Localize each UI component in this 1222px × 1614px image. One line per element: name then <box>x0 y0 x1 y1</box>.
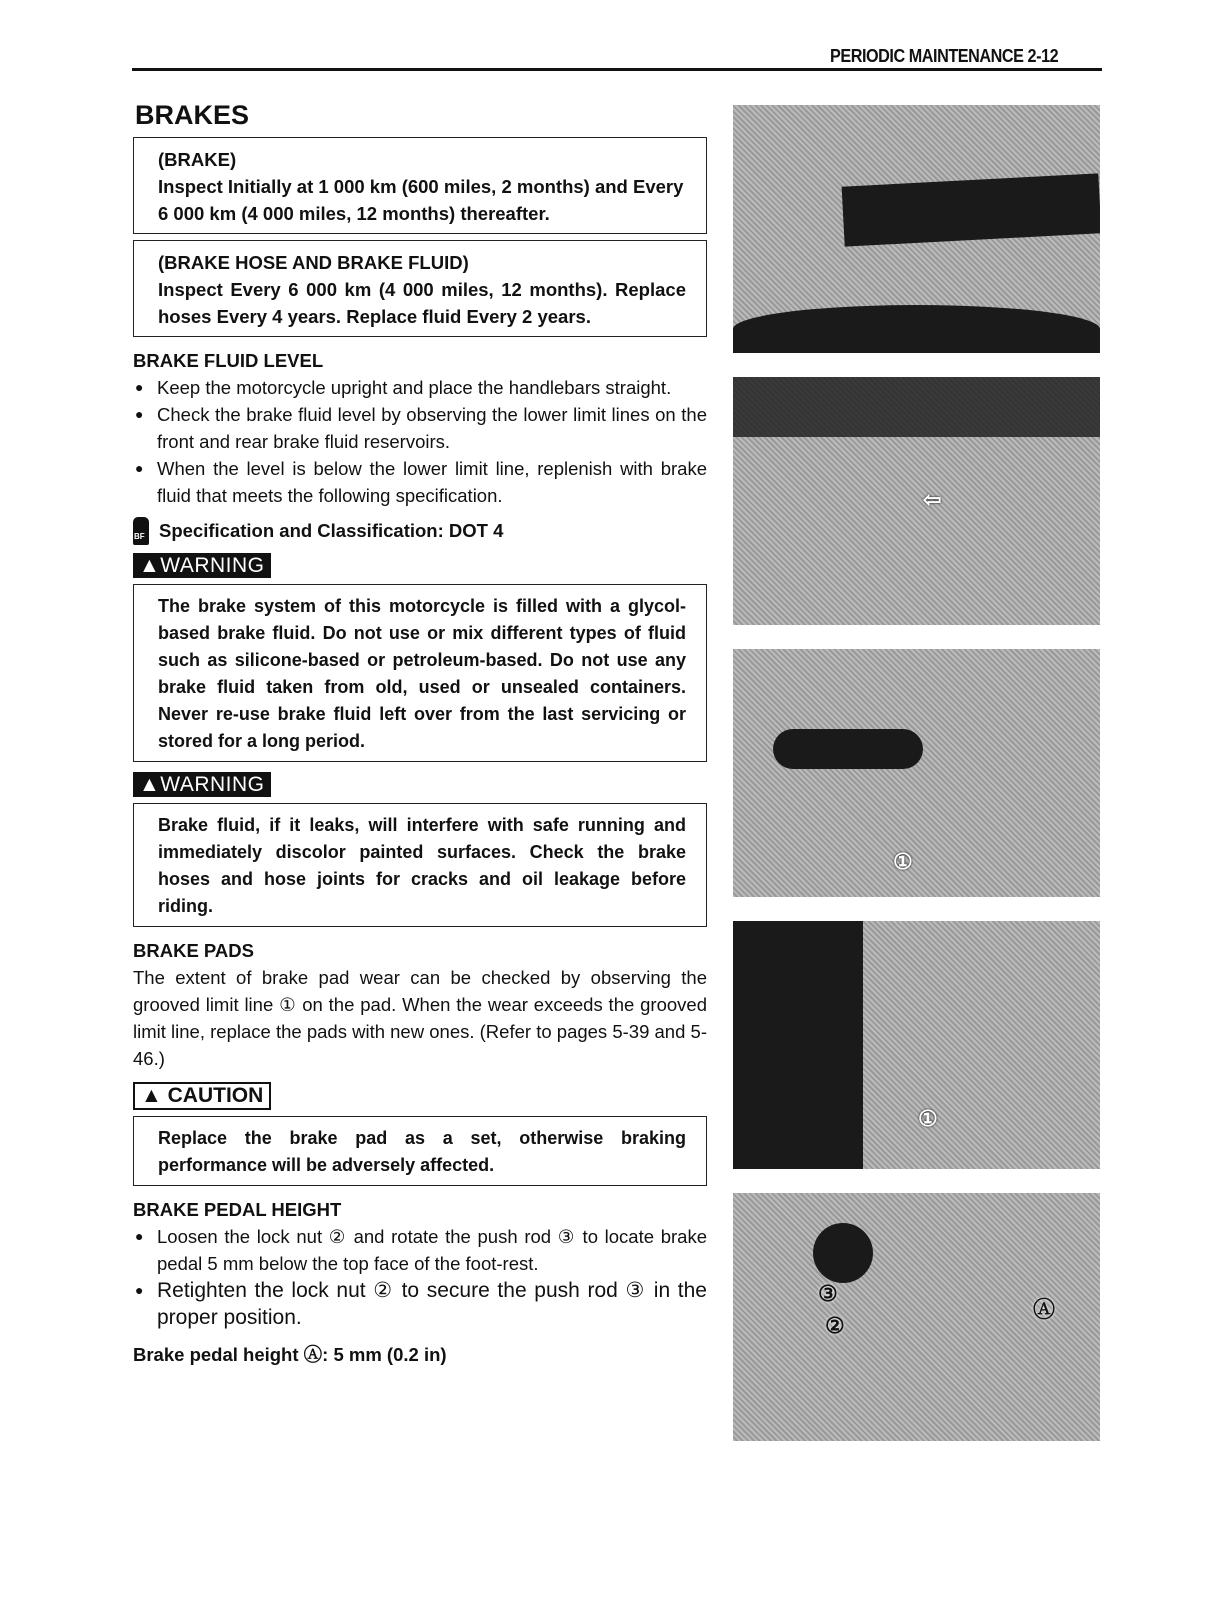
warning-label <box>133 553 271 578</box>
caution-text: CAUTION <box>167 1084 264 1107</box>
marker: ① <box>918 1106 938 1131</box>
warning-text: WARNING <box>160 773 265 796</box>
section-title: BRAKES <box>135 100 250 130</box>
list-item: ● Loosen the lock nut ② and rotate the push rod ③ to locate brake pedal 5 mm below the top face of the foot-rest. <box>133 1223 707 1277</box>
photo-handlebar-reservoir <box>733 105 1100 353</box>
pads-heading: BRAKE PADS <box>133 940 254 961</box>
fluid-level-list <box>133 374 707 509</box>
fluid-spec <box>133 517 707 545</box>
pedal-heading: BRAKE PEDAL HEIGHT <box>133 1199 342 1220</box>
pads-text: The extent of brake pad wear can be checked by observing the grooved limit line ① on the pad. When the wear exceeds the grooved limit line, replace the pads with new ones. (Refer to pages 5-39 and 5-46.) <box>133 967 707 1069</box>
caution-label <box>133 1082 271 1110</box>
interval-box-hose-fluid <box>133 240 707 337</box>
warning-label <box>133 772 271 797</box>
brake-fluid-bottle-icon <box>133 517 149 545</box>
list-item: ● Keep the motorcycle upright and place the handlebars straight. <box>133 374 707 401</box>
warning-triangle-icon: ▲ <box>139 554 161 577</box>
warning-triangle-icon: ▲ <box>139 773 161 796</box>
page-header: PERIODIC MAINTENANCE 2-12 <box>830 46 1059 66</box>
box-text: Inspect Every 6 000 km (4 000 miles, 12 months). Replace hoses Every 4 years. Replace fluid Every 2 years. <box>158 279 686 327</box>
warning-box: Brake fluid, if it leaks, will interfere with safe running and immediately discolor painted surfaces. Check the brake hoses and hose joints for cracks and oil leakage before riding. <box>133 803 707 927</box>
list-item: ● When the level is below the lower limit line, replenish with brake fluid that meets the following specification. <box>133 455 707 509</box>
box-heading: (BRAKE) <box>158 149 237 170</box>
caution-triangle-icon: ▲ <box>141 1084 168 1107</box>
warning-box: The brake system of this motorcycle is filled with a glycol-based brake fluid. Do not use or mix different types of fluid such as silicone-based or petroleum-based. Do not use any brake fluid taken from old, used or unsealed containers. Never re-use brake fluid left over from the last servicing or stored for a long period. <box>133 584 707 762</box>
pedal-list <box>133 1223 707 1331</box>
photo-rear-reservoir: ⇦ <box>733 377 1100 625</box>
list-item: ● Retighten the lock nut ② to secure the push rod ③ in the proper position. <box>133 1277 707 1331</box>
marker: ② <box>825 1313 845 1338</box>
header-rule <box>132 68 1102 71</box>
interval-box-brake <box>133 137 707 234</box>
pedal-spec: Brake pedal height Ⓐ: 5 mm (0.2 in) <box>133 1344 447 1365</box>
bottle-label: BF <box>134 532 145 541</box>
marker: ③ <box>818 1281 838 1306</box>
photo-brake-pedal <box>733 1193 1100 1441</box>
spec-text: Specification and Classification: DOT 4 <box>159 520 504 541</box>
fluid-level-heading: BRAKE FLUID LEVEL <box>133 350 324 371</box>
text-column <box>133 100 707 1367</box>
photo-front-caliper <box>733 649 1100 897</box>
warning-text: WARNING <box>160 554 265 577</box>
list-item: ● Check the brake fluid level by observing the lower limit lines on the front and rear brake fluid reservoirs. <box>133 401 707 455</box>
box-text: Inspect Initially at 1 000 km (600 miles, 2 months) and Every 6 000 km (4 000 miles, 12 months) thereafter. <box>158 176 684 224</box>
marker: Ⓐ <box>1033 1297 1056 1322</box>
photo-rear-caliper <box>733 921 1100 1169</box>
marker: ① <box>893 849 913 874</box>
box-heading: (BRAKE HOSE AND BRAKE FLUID) <box>158 252 469 273</box>
caution-box: Replace the brake pad as a set, otherwise braking performance will be adversely affected. <box>133 1116 707 1186</box>
